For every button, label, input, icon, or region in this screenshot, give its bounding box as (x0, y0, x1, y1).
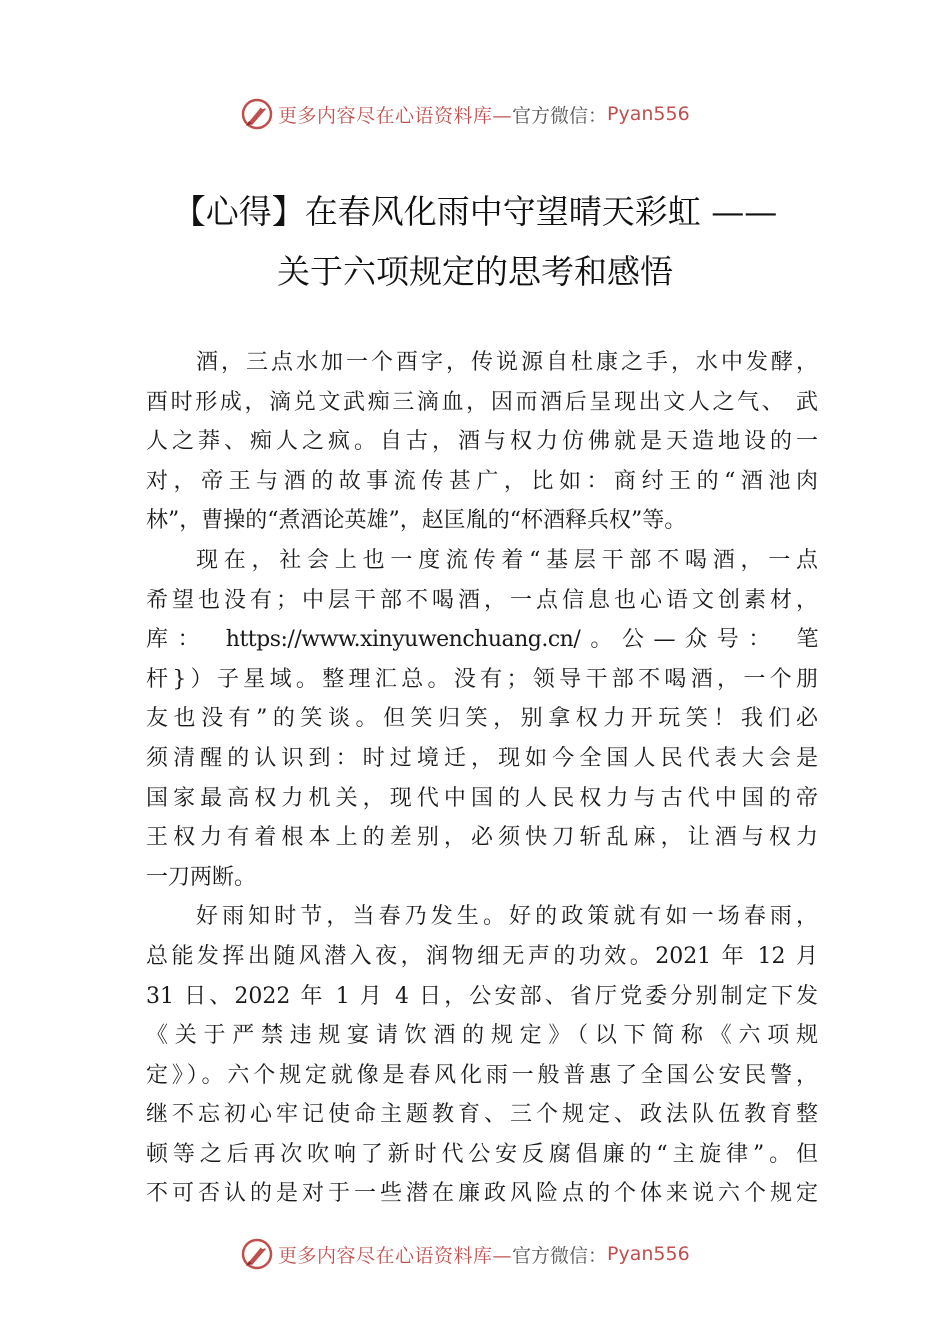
body-line: 杆}）子星域。整理汇总。没有；领导干部不喝酒，一个朋 (146, 666, 818, 692)
body-line: 王权力有着根本上的差别，必须快刀斩乱麻，让酒与权力 (146, 825, 818, 851)
body-line: 顿等之后再次吹响了新时代公安反腐倡廉的“主旋律”。但 (146, 1141, 818, 1167)
document-body (146, 343, 818, 1214)
banner-wechat-id: Pyan556 (607, 1243, 690, 1265)
body-line: 须清醒的认识到：时过境迁，现如今全国人民代表大会是 (146, 745, 818, 771)
body-line: 对，帝王与酒的故事流传甚广，比如：商纣王的“酒池肉 (146, 468, 818, 494)
header-banner (0, 94, 950, 134)
title-line-1: 【心得】在春风化雨中守望晴天彩虹 —— (172, 192, 778, 231)
body-line: 一刀两断。 (146, 864, 257, 890)
body-line: 定》）。六个规定就像是春风化雨一般普惠了全国公安民警， (146, 1062, 818, 1088)
body-line: 《关于严禁违规宴请饮酒的规定》（以下简称《六项规 (146, 1023, 818, 1049)
banner-wechat-label: 官方微信： (512, 1244, 608, 1267)
body-line: 酉时形成，滴兑文武痴三滴血，因而酒后呈现出文人之气、 武 (146, 389, 818, 415)
body-line: 总能发挥出随风潜入夜，润物细无声的功效。2021 年 12 月 (146, 943, 818, 969)
pen-logo-icon (240, 97, 274, 131)
banner-wechat-id: Pyan556 (607, 103, 690, 125)
document-title (100, 182, 850, 302)
body-line: 希望也没有；中层干部不喝酒，一点信息也心语文创素材， (146, 587, 818, 613)
banner-text: 更多内容尽在心语资料库— (278, 1244, 513, 1267)
body-line: 31 日、2022 年 1 月 4 日，公安部、省厅党委分别制定下发 (146, 983, 818, 1009)
title-line-2: 关于六项规定的思考和感悟 (277, 252, 673, 291)
body-line: 库： https://www.xinyuwenchuang.cn/。公—众号： 笔 (146, 627, 818, 653)
banner-text: 更多内容尽在心语资料库— (278, 104, 513, 127)
body-line: 人之莽、痴人之疯。自古，酒与权力仿佛就是天造地设的一 (146, 429, 818, 455)
body-line: 好雨知时节，当春乃发生。好的政策就有如一场春雨， (196, 904, 818, 930)
banner-wechat-label: 官方微信： (512, 104, 608, 127)
body-line: 友也没有”的笑谈。但笑归笑，别拿权力开玩笑！我们必 (146, 706, 818, 732)
pen-logo-icon (240, 1237, 274, 1271)
body-line: 继不忘初心牢记使命主题教育、三个规定、政法队伍教育整 (146, 1102, 818, 1128)
body-line: 酒，三点水加一个酉字，传说源自杜康之手，水中发酵， (196, 350, 818, 375)
body-line: 现在，社会上也一度流传着“基层干部不喝酒，一点 (196, 547, 818, 573)
body-line: 林”，曹操的“煮酒论英雄”，赵匡胤的“杯酒释兵权”等。 (146, 508, 687, 534)
body-line: 国家最高权力机关，现代中国的人民权力与古代中国的帝 (146, 785, 818, 811)
body-line: 不可否认的是对于一些潜在廉政风险点的个体来说六个规定 (146, 1181, 818, 1207)
footer-banner (0, 1234, 950, 1274)
